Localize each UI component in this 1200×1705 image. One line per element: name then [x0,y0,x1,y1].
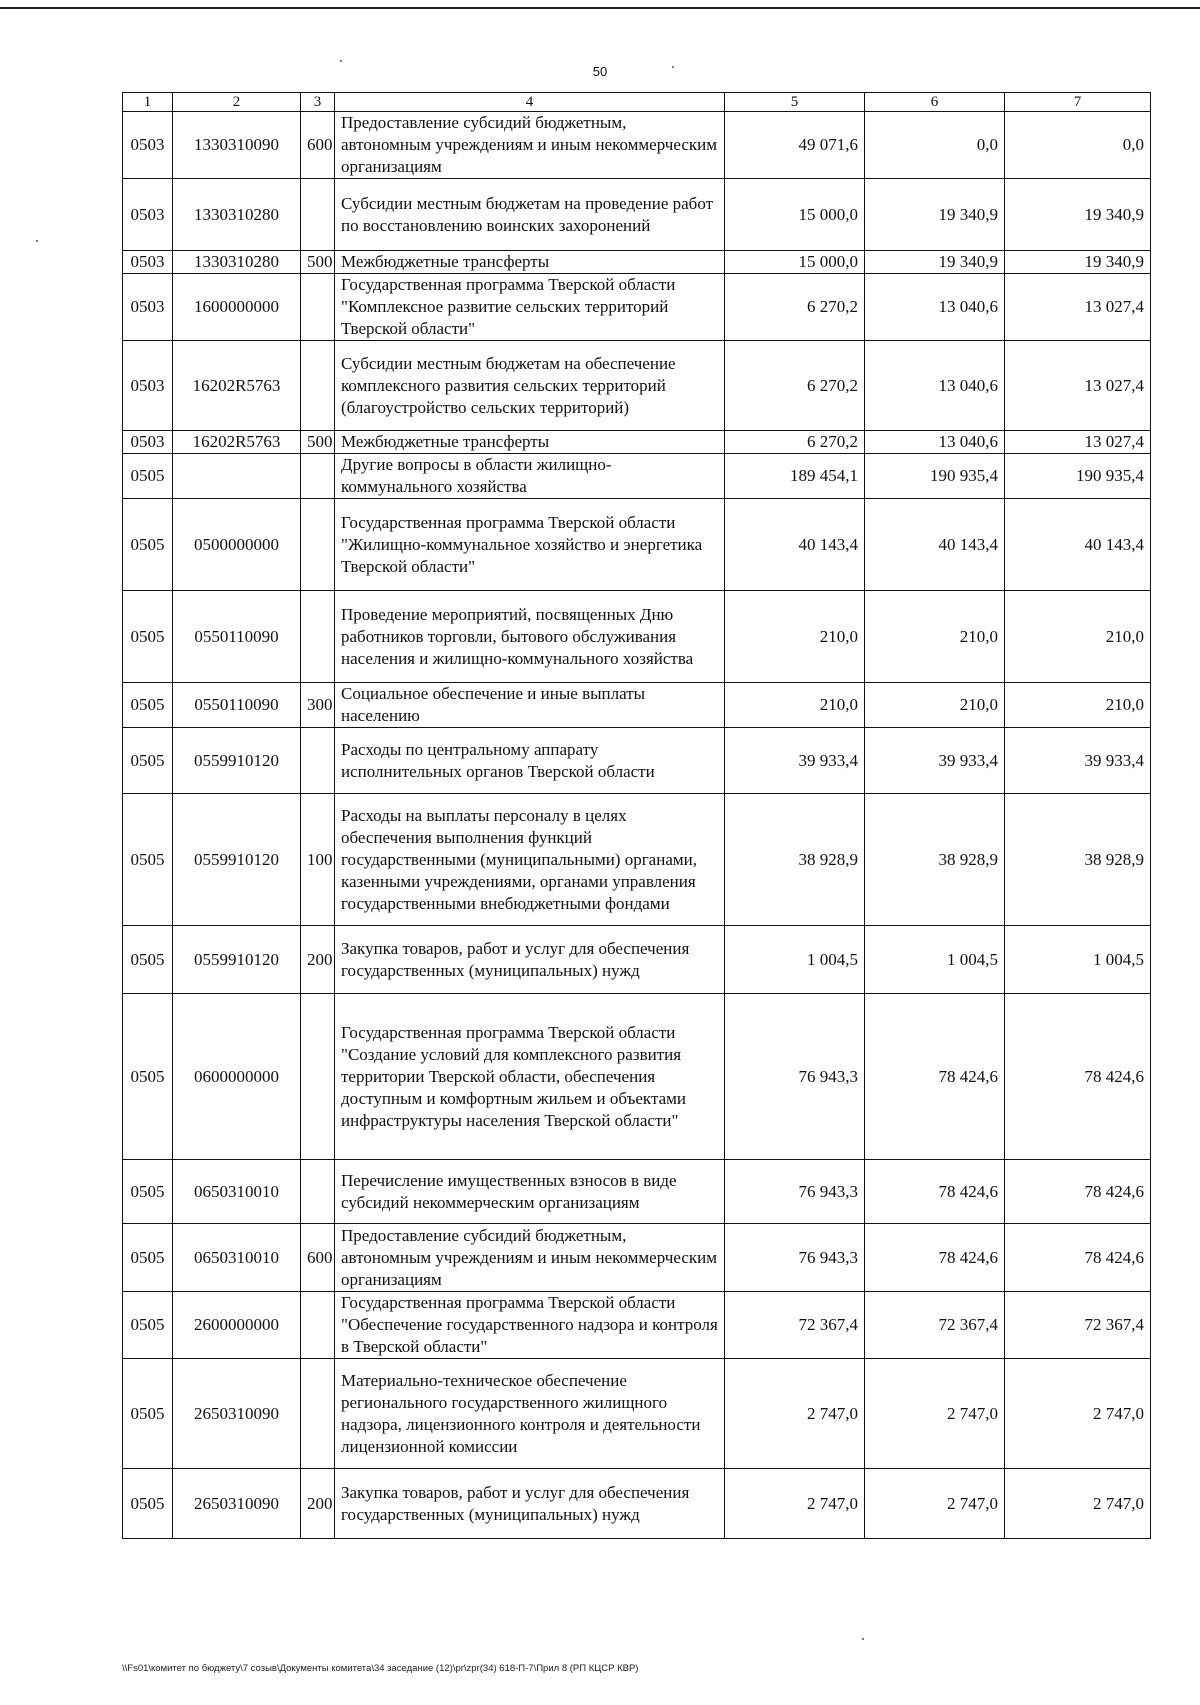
target-code-cell: 2650310090 [173,1469,301,1539]
target-code-cell: 1600000000 [173,274,301,341]
description-cell: Государственная программа Тверской области "Жилищно-коммунальное хозяйство и энергетика Тверской области" [335,499,725,591]
column-header: 5 [725,93,865,112]
expense-type-cell [301,274,335,341]
expense-type-cell [301,994,335,1160]
expense-type-cell [301,454,335,499]
amount-cell: 78 424,6 [865,1160,1005,1224]
expense-type-cell [301,1160,335,1224]
amount-cell: 13 027,4 [1005,341,1151,431]
amount-cell: 13 027,4 [1005,274,1151,341]
amount-cell: 49 071,6 [725,112,865,179]
description-cell: Закупка товаров, работ и услуг для обеспечения государственных (муниципальных) нужд [335,1469,725,1539]
scan-speck [340,60,342,62]
amount-cell: 2 747,0 [725,1359,865,1469]
description-cell: Субсидии местным бюджетам на обеспечение комплексного развития сельских территорий (благоустройство сельских территорий) [335,341,725,431]
expense-type-cell [301,591,335,683]
amount-cell: 38 928,9 [725,794,865,926]
amount-cell: 40 143,4 [725,499,865,591]
amount-cell: 78 424,6 [1005,1224,1151,1292]
column-header: 7 [1005,93,1151,112]
section-code-cell: 0505 [123,728,173,794]
target-code-cell: 2600000000 [173,1292,301,1359]
expense-type-cell: 300 [301,683,335,728]
column-header: 4 [335,93,725,112]
section-code-cell: 0503 [123,341,173,431]
scan-edge-line [0,7,1200,9]
section-code-cell: 0505 [123,1359,173,1469]
table-row [123,1160,1151,1224]
amount-cell: 78 424,6 [865,1224,1005,1292]
amount-cell: 190 935,4 [1005,454,1151,499]
description-cell: Межбюджетные трансферты [335,251,725,274]
amount-cell: 72 367,4 [865,1292,1005,1359]
amount-cell: 6 270,2 [725,274,865,341]
target-code-cell: 0500000000 [173,499,301,591]
target-code-cell: 16202R5763 [173,431,301,454]
section-code-cell: 0505 [123,1224,173,1292]
expense-type-cell [301,499,335,591]
description-cell: Социальное обеспечение и иные выплаты населению [335,683,725,728]
amount-cell: 13 040,6 [865,274,1005,341]
expense-type-cell [301,1359,335,1469]
amount-cell: 0,0 [865,112,1005,179]
amount-cell: 6 270,2 [725,341,865,431]
amount-cell: 19 340,9 [1005,179,1151,251]
amount-cell: 190 935,4 [865,454,1005,499]
amount-cell: 210,0 [865,683,1005,728]
scan-speck [672,66,674,68]
description-cell: Закупка товаров, работ и услуг для обеспечения государственных (муниципальных) нужд [335,926,725,994]
amount-cell: 78 424,6 [865,994,1005,1160]
table-row [123,1359,1151,1469]
amount-cell: 0,0 [1005,112,1151,179]
description-cell: Перечисление имущественных взносов в виде субсидий некоммерческим организациям [335,1160,725,1224]
scan-speck [36,240,38,242]
table-row [123,112,1151,179]
section-code-cell: 0503 [123,251,173,274]
expense-type-cell: 200 [301,1469,335,1539]
section-code-cell: 0505 [123,499,173,591]
description-cell: Предоставление субсидий бюджетным, автономным учреждениям и иным некоммерческим организациям [335,112,725,179]
column-header: 6 [865,93,1005,112]
amount-cell: 210,0 [725,683,865,728]
target-code-cell: 0650310010 [173,1224,301,1292]
target-code-cell: 0559910120 [173,926,301,994]
amount-cell: 2 747,0 [1005,1359,1151,1469]
amount-cell: 38 928,9 [1005,794,1151,926]
table-header-row [123,93,1151,112]
description-cell: Предоставление субсидий бюджетным, автономным учреждениям и иным некоммерческим организациям [335,1224,725,1292]
table-row [123,926,1151,994]
target-code-cell: 0600000000 [173,994,301,1160]
amount-cell: 2 747,0 [865,1359,1005,1469]
amount-cell: 13 027,4 [1005,431,1151,454]
column-header: 2 [173,93,301,112]
expense-type-cell [301,341,335,431]
section-code-cell: 0505 [123,994,173,1160]
page-number: 50 [592,64,608,79]
amount-cell: 1 004,5 [1005,926,1151,994]
amount-cell: 19 340,9 [1005,251,1151,274]
amount-cell: 6 270,2 [725,431,865,454]
footer-file-path: \\Fs01\комитет по бюджету\7 созыв\Документы комитета\34 заседание (12)\pr\zpr(34) 618-П-7\Прил 8 (РП КЦСР КВР) [122,1663,639,1674]
amount-cell: 210,0 [865,591,1005,683]
table-row [123,274,1151,341]
description-cell: Материально-техническое обеспечение регионального государственного жилищного надзора, лицензионного контроля и деятельности лицензионной комиссии [335,1359,725,1469]
amount-cell: 72 367,4 [1005,1292,1151,1359]
table-row [123,179,1151,251]
expense-type-cell: 500 [301,251,335,274]
amount-cell: 2 747,0 [1005,1469,1151,1539]
section-code-cell: 0503 [123,179,173,251]
table-row [123,499,1151,591]
amount-cell: 210,0 [725,591,865,683]
amount-cell: 13 040,6 [865,431,1005,454]
target-code-cell [173,454,301,499]
table-row [123,341,1151,431]
table-row [123,1292,1151,1359]
amount-cell: 72 367,4 [725,1292,865,1359]
description-cell: Государственная программа Тверской области "Обеспечение государственного надзора и контроля в Тверской области" [335,1292,725,1359]
budget-table [122,92,1151,1539]
amount-cell: 78 424,6 [1005,994,1151,1160]
target-code-cell: 1330310280 [173,179,301,251]
table-row [123,994,1151,1160]
section-code-cell: 0505 [123,683,173,728]
section-code-cell: 0505 [123,591,173,683]
description-cell: Государственная программа Тверской области "Комплексное развитие сельских территорий Тверской области" [335,274,725,341]
amount-cell: 39 933,4 [865,728,1005,794]
target-code-cell: 1330310090 [173,112,301,179]
section-code-cell: 0505 [123,1160,173,1224]
amount-cell: 15 000,0 [725,251,865,274]
column-header: 3 [301,93,335,112]
expense-type-cell: 500 [301,431,335,454]
target-code-cell: 0650310010 [173,1160,301,1224]
amount-cell: 39 933,4 [725,728,865,794]
target-code-cell: 0550110090 [173,683,301,728]
amount-cell: 38 928,9 [865,794,1005,926]
table-row [123,728,1151,794]
amount-cell: 40 143,4 [1005,499,1151,591]
amount-cell: 76 943,3 [725,1224,865,1292]
target-code-cell: 0559910120 [173,728,301,794]
column-header: 1 [123,93,173,112]
amount-cell: 19 340,9 [865,179,1005,251]
amount-cell: 15 000,0 [725,179,865,251]
amount-cell: 76 943,3 [725,1160,865,1224]
section-code-cell: 0505 [123,1292,173,1359]
expense-type-cell [301,1292,335,1359]
amount-cell: 1 004,5 [865,926,1005,994]
table-row [123,683,1151,728]
description-cell: Межбюджетные трансферты [335,431,725,454]
expense-type-cell: 600 [301,112,335,179]
description-cell: Расходы на выплаты персоналу в целях обеспечения выполнения функций государственными (муниципальными) органами, казенными учреждениями, органами управления государственными внебюджетными фондами [335,794,725,926]
description-cell: Субсидии местным бюджетам на проведение работ по восстановлению воинских захоронений [335,179,725,251]
description-cell: Проведение мероприятий, посвященных Дню работников торговли, бытового обслуживания населения и жилищно-коммунального хозяйства [335,591,725,683]
amount-cell: 40 143,4 [865,499,1005,591]
amount-cell: 210,0 [1005,591,1151,683]
amount-cell: 189 454,1 [725,454,865,499]
section-code-cell: 0503 [123,112,173,179]
scan-speck [862,1638,864,1640]
expense-type-cell [301,728,335,794]
table-row [123,454,1151,499]
description-cell: Расходы по центральному аппарату исполнительных органов Тверской области [335,728,725,794]
section-code-cell: 0503 [123,274,173,341]
table-row [123,431,1151,454]
amount-cell: 2 747,0 [725,1469,865,1539]
target-code-cell: 1330310280 [173,251,301,274]
amount-cell: 210,0 [1005,683,1151,728]
expense-type-cell [301,179,335,251]
expense-type-cell: 600 [301,1224,335,1292]
table-body [123,112,1151,1539]
section-code-cell: 0505 [123,1469,173,1539]
target-code-cell: 0559910120 [173,794,301,926]
target-code-cell: 16202R5763 [173,341,301,431]
amount-cell: 39 933,4 [1005,728,1151,794]
expense-type-cell: 200 [301,926,335,994]
table-row [123,794,1151,926]
expense-type-cell: 100 [301,794,335,926]
amount-cell: 78 424,6 [1005,1160,1151,1224]
amount-cell: 1 004,5 [725,926,865,994]
table-row [123,1469,1151,1539]
target-code-cell: 0550110090 [173,591,301,683]
amount-cell: 76 943,3 [725,994,865,1160]
section-code-cell: 0505 [123,926,173,994]
amount-cell: 2 747,0 [865,1469,1005,1539]
table-row [123,251,1151,274]
description-cell: Государственная программа Тверской области "Создание условий для комплексного развития территории Тверской области, обеспечения доступным и комфортным жильем и объектами инфраструктуры населения Тверской области" [335,994,725,1160]
section-code-cell: 0505 [123,794,173,926]
target-code-cell: 2650310090 [173,1359,301,1469]
amount-cell: 19 340,9 [865,251,1005,274]
section-code-cell: 0505 [123,454,173,499]
table-row [123,591,1151,683]
description-cell: Другие вопросы в области жилищно-коммунального хозяйства [335,454,725,499]
table-row [123,1224,1151,1292]
amount-cell: 13 040,6 [865,341,1005,431]
section-code-cell: 0503 [123,431,173,454]
